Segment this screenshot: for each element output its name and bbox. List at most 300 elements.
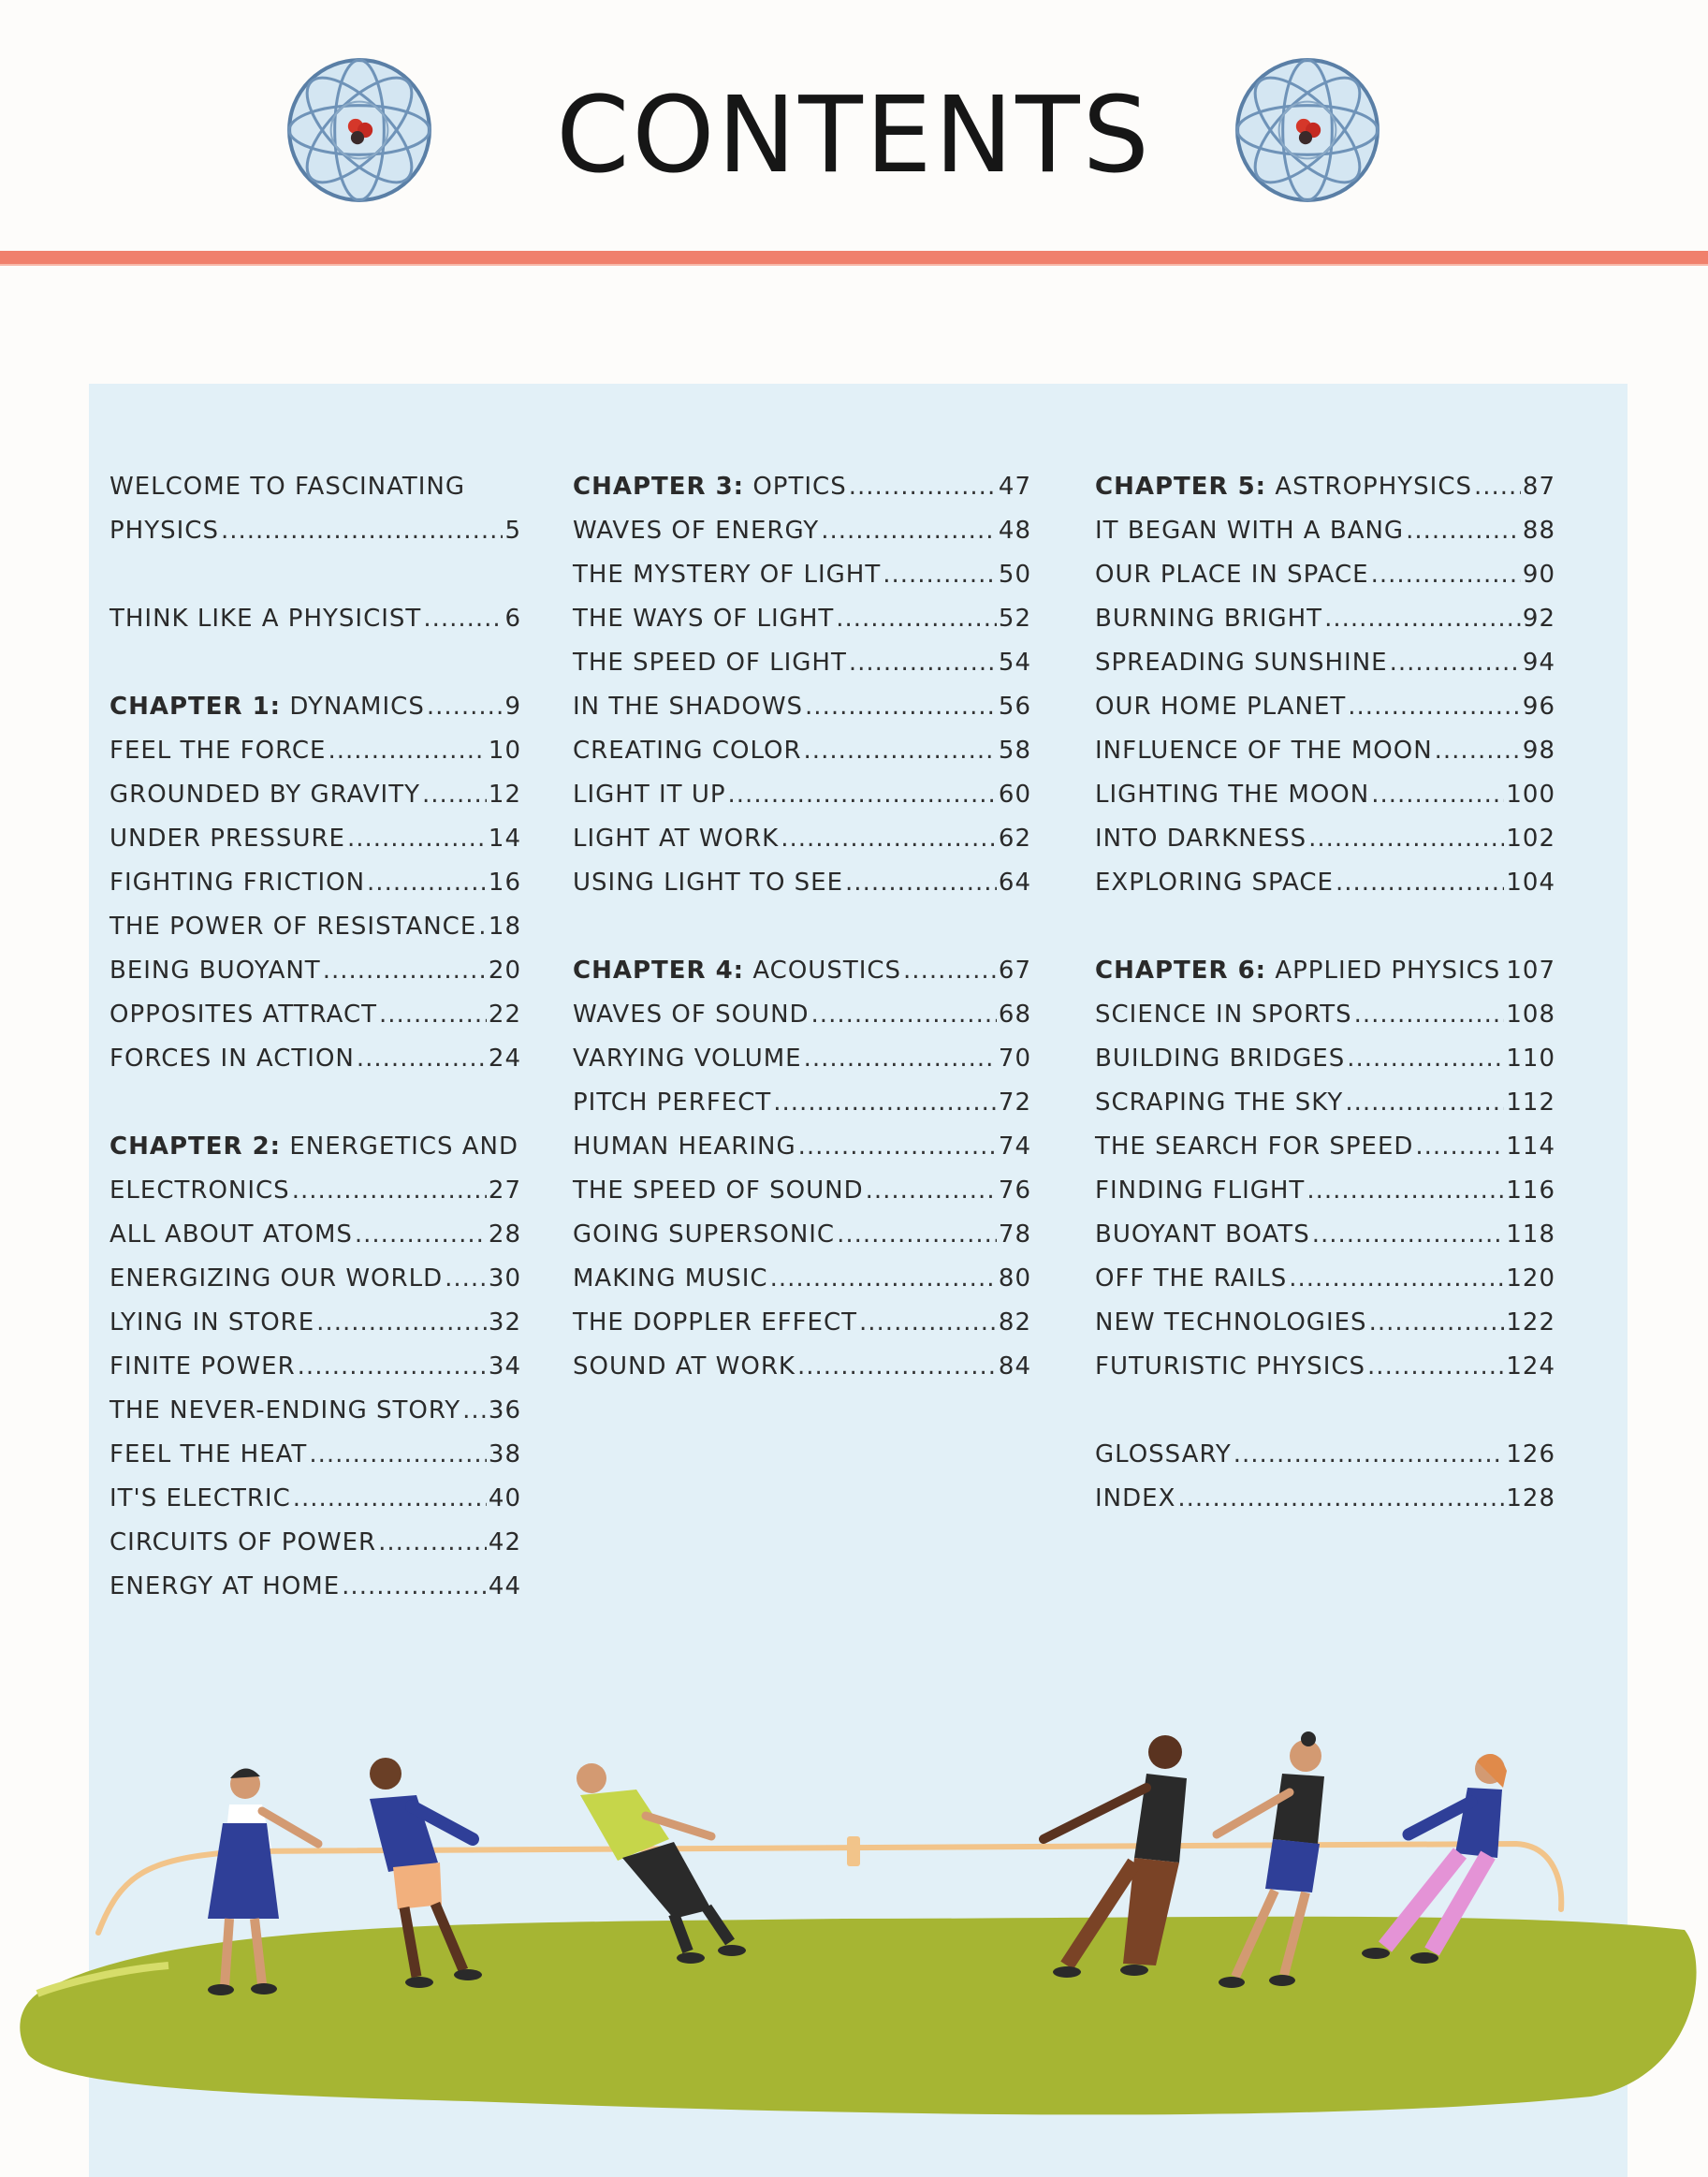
dot-leader [292,1169,487,1213]
entry-title-text: ENERGETICS AND [289,1132,519,1161]
page-number: 38 [488,1440,521,1468]
toc-entry-grounded-by-gravity[interactable] [109,773,521,817]
dot-leader [328,729,486,773]
dot-leader [1234,1433,1505,1477]
dot-leader [1177,1477,1504,1521]
dot-leader [1390,641,1521,685]
dot-leader [773,1081,997,1125]
entry-title-text: ASTROPHYSICS [1275,473,1472,501]
toc-entry-title [1095,509,1404,553]
page-number: 107 [1506,957,1555,985]
entry-title-text: PHYSICS [109,517,219,545]
entry-title-text: BEING BUOYANT [109,957,321,985]
page-number: 102 [1506,825,1555,853]
toc-entry-the-doppler-effect[interactable] [573,1301,1031,1345]
toc-entry-title [573,641,847,685]
toc-entry-title [1095,685,1346,729]
toc-entry-title [1095,817,1307,861]
toc-entry-welcome-to-fascinating[interactable] [109,465,521,509]
toc-entry-finding-flight[interactable] [1095,1169,1555,1213]
entry-title-text: IT'S ELECTRIC [109,1484,291,1512]
dot-leader [367,861,487,905]
dot-leader [323,949,487,993]
toc-entry-title [1095,1081,1343,1125]
dot-leader [347,817,487,861]
entry-title-text: FINITE POWER [109,1352,296,1381]
page-number: 47 [998,473,1031,501]
toc-entry-title [573,1257,768,1301]
toc-spacer [109,1081,521,1125]
chapter-label: CHAPTER 1: [109,693,282,721]
dot-leader [427,685,504,729]
page-number: 12 [488,781,521,809]
page-number: 52 [998,605,1031,633]
entry-title-text: LIGHT AT WORK [573,825,780,853]
toc-entry-varying-volume[interactable] [573,1037,1031,1081]
toc-entry-title [573,1169,864,1213]
toc-entry-title [1095,1257,1287,1301]
entry-title-text: CIRCUITS OF POWER [109,1528,377,1556]
toc-entry-the-speed-of-light[interactable] [573,641,1031,685]
toc-entry-title [1095,553,1369,597]
entry-title-text: PITCH PERFECT [573,1088,772,1117]
page-number: 114 [1506,1132,1555,1161]
dot-leader [355,1213,487,1257]
toc-spacer [1095,905,1555,949]
page-number: 84 [998,1352,1031,1381]
dot-leader [1502,949,1504,993]
dot-leader [293,1477,487,1521]
page-number: 28 [488,1220,521,1249]
page-number: 108 [1506,1001,1555,1029]
dot-leader [1415,1125,1504,1169]
dot-leader [298,1345,487,1389]
toc-entry-going-supersonic[interactable] [573,1213,1031,1257]
toc-entry-the-never-ending-story[interactable] [109,1389,521,1433]
dot-leader [1324,597,1521,641]
toc-entry-title [109,905,476,949]
dot-leader [1371,553,1521,597]
toc-entry-acoustics[interactable] [573,949,1031,993]
dot-leader [357,1037,487,1081]
page-number: 22 [488,1001,521,1029]
page-number: 58 [998,737,1031,765]
page-number: 24 [488,1045,521,1073]
toc-entry-forces-in-action[interactable] [109,1037,521,1081]
page-number: 128 [1506,1484,1555,1512]
entry-title-text: FORCES IN ACTION [109,1045,355,1073]
toc-entry-scraping-the-sky[interactable] [1095,1081,1555,1125]
dot-leader [849,641,997,685]
toc-entry-the-ways-of-light[interactable] [573,597,1031,641]
toc-entry-buoyant-boats[interactable] [1095,1213,1555,1257]
dot-leader [821,509,997,553]
toc-entry-title [1095,1477,1175,1521]
toc-entry-lighting-the-moon[interactable] [1095,773,1555,817]
page-number: 92 [1522,605,1555,633]
toc-entry-light-it-up[interactable] [573,773,1031,817]
entry-title-text: LYING IN STORE [109,1308,315,1337]
dot-leader [845,861,997,905]
toc-entry-index[interactable] [1095,1477,1555,1521]
entry-title-text: BUILDING BRIDGES [1095,1045,1346,1073]
page-number: 82 [998,1308,1031,1337]
entry-title-text: THE NEVER-ENDING STORY [109,1396,461,1425]
page-number: 34 [488,1352,521,1381]
toc-entry-burning-bright[interactable] [1095,597,1555,641]
page-number: 10 [488,737,521,765]
entry-title-text: THE POWER OF RESISTANCE [109,913,477,941]
page-number: 16 [488,869,521,897]
toc-entry-title [1095,1345,1365,1389]
toc-entry-title [573,1081,771,1125]
toc-entry-waves-of-sound[interactable] [573,993,1031,1037]
page-number: 78 [998,1220,1031,1249]
entry-title-text: WELCOME TO FASCINATING [109,473,466,501]
page-number: 87 [1522,473,1555,501]
dot-leader [837,1213,997,1257]
toc-entry-the-mystery-of-light[interactable] [573,553,1031,597]
dot-leader [770,1257,997,1301]
entry-title-text: ENERGIZING OUR WORLD [109,1264,444,1293]
page-number: 32 [488,1308,521,1337]
page-number: 120 [1506,1264,1555,1293]
grass-field [20,1917,1696,2115]
toc-entry-using-light-to-see[interactable] [573,861,1031,905]
entry-title-text: INTO DARKNESS [1095,825,1307,853]
rope-marker [847,1836,860,1866]
entry-title-text: GOING SUPERSONIC [573,1220,836,1249]
entry-title-text: HUMAN HEARING [573,1132,796,1161]
toc-spacer [109,641,521,685]
toc-entry-title [1095,1301,1367,1345]
dot-leader [1369,1301,1505,1345]
dot-leader [462,1389,487,1433]
toc-entry-title [573,1125,796,1169]
toc-entry-title [1095,465,1472,509]
toc-entry-our-place-in-space[interactable] [1095,553,1555,597]
dot-leader [1354,993,1505,1037]
toc-entry-title [109,1345,296,1389]
toc-entry-title [573,509,819,553]
page-number: 18 [488,913,521,941]
toc-entry-title [1095,1213,1310,1257]
toc-entry-title [573,1345,796,1389]
toc-entry-influence-of-the-moon[interactable] [1095,729,1555,773]
dot-leader [797,1345,997,1389]
toc-entry-being-buoyant[interactable] [109,949,521,993]
toc-entry-title [109,1389,460,1433]
entry-title-text: OUR HOME PLANET [1095,693,1347,721]
entry-title-text: LIGHTING THE MOON [1095,781,1370,809]
dot-leader [1435,729,1521,773]
page-number: 54 [998,649,1031,677]
toc-entry-making-music[interactable] [573,1257,1031,1301]
dot-leader [849,465,997,509]
toc-entry-light-at-work[interactable] [573,817,1031,861]
dot-leader [804,1037,997,1081]
page-number: 76 [998,1176,1031,1205]
toc-entry-title [109,1257,443,1301]
page-number: 112 [1506,1088,1555,1117]
dot-leader [422,773,487,817]
toc-entry-dynamics[interactable] [109,685,521,729]
toc-entry-applied-physics[interactable] [1095,949,1555,993]
toc-entry-title [109,861,365,905]
toc-entry-title [109,949,321,993]
toc-entry-feel-the-heat[interactable] [109,1433,521,1477]
page-number: 90 [1522,561,1555,589]
page-number: 30 [488,1264,521,1293]
dot-leader [1336,861,1504,905]
entry-title-text: IN THE SHADOWS [573,693,804,721]
atom-globe-icon [1232,54,1383,206]
toc-entry-spreading-sunshine[interactable] [1095,641,1555,685]
toc-entry-title [109,1565,340,1609]
toc-entry-title [1095,641,1388,685]
page-number: 88 [1522,517,1555,545]
dot-leader [1474,465,1521,509]
page-number: 74 [998,1132,1031,1161]
page-number: 64 [998,869,1031,897]
entry-title-text: OFF THE RAILS [1095,1264,1288,1293]
dot-leader [1308,817,1504,861]
toc-entry-creating-color[interactable] [573,729,1031,773]
toc-entry-feel-the-force[interactable] [109,729,521,773]
toc-entry-physics[interactable] [109,509,521,553]
toc-column-1 [109,465,521,1609]
entry-title-text: IT BEGAN WITH A BANG [1095,517,1405,545]
toc-entry-all-about-atoms[interactable] [109,1213,521,1257]
page-number: 122 [1506,1308,1555,1337]
entry-title-text: FINDING FLIGHT [1095,1176,1306,1205]
toc-entry-title [109,1477,291,1521]
toc-entry-title [1095,1125,1413,1169]
toc-entry-our-home-planet[interactable] [1095,685,1555,729]
dot-leader [221,509,504,553]
entry-title-text: THE SPEED OF LIGHT [573,649,847,677]
chapter-label: CHAPTER 5: [1095,473,1267,501]
toc-entry-title [109,509,219,553]
toc-entry-title [573,729,802,773]
page-number: 68 [998,1001,1031,1029]
dot-leader [804,729,997,773]
entry-title-text: GLOSSARY [1095,1440,1232,1468]
toc-entry-title [109,1169,290,1213]
dot-leader [903,949,997,993]
entry-title-text: UNDER PRESSURE [109,825,345,853]
toc-entry-title [109,685,425,729]
toc-entry-title [1095,597,1322,641]
page-number: 70 [998,1045,1031,1073]
dot-leader [1312,1213,1505,1257]
page-number: 42 [488,1528,521,1556]
dot-leader [1289,1257,1504,1301]
toc-entry-human-hearing[interactable] [573,1125,1031,1169]
toc-entry-under-pressure[interactable] [109,817,521,861]
toc-entry-title [109,1433,307,1477]
page-number: 56 [998,693,1031,721]
page-number: 100 [1506,781,1555,809]
entry-title-text: BUOYANT BOATS [1095,1220,1310,1249]
toc-entry-optics[interactable] [573,465,1031,509]
page-number: 110 [1506,1045,1555,1073]
page-number: 60 [998,781,1031,809]
toc-entry-title [1095,773,1369,817]
toc-entry-title [109,729,326,773]
toc-spacer [573,905,1031,949]
entry-title-text: FUTURISTIC PHYSICS [1095,1352,1366,1381]
toc-entry-pitch-perfect[interactable] [573,1081,1031,1125]
entry-title-text: FEEL THE FORCE [109,737,327,765]
toc-column-3 [1095,465,1555,1521]
dot-leader [728,773,997,817]
dot-leader [836,597,997,641]
dot-leader [379,993,487,1037]
entry-title-text: CREATING COLOR [573,737,802,765]
toc-entry-new-technologies[interactable] [1095,1301,1555,1345]
toc-entry-into-darkness[interactable] [1095,817,1555,861]
toc-entry-think-like-a-physicist[interactable] [109,597,521,641]
toc-entry-in-the-shadows[interactable] [573,685,1031,729]
toc-entry-the-speed-of-sound[interactable] [573,1169,1031,1213]
dot-leader [316,1301,487,1345]
page-number: 126 [1506,1440,1555,1468]
dot-leader [1406,509,1521,553]
page-title: CONTENTS [556,75,1152,197]
toc-entry-it-began-with-a-bang[interactable] [1095,509,1555,553]
toc-entry-building-bridges[interactable] [1095,1037,1555,1081]
entry-title-text: EXPLORING SPACE [1095,869,1334,897]
toc-entry-sound-at-work[interactable] [573,1345,1031,1389]
toc-entry-astrophysics[interactable] [1095,465,1555,509]
toc-entry-the-search-for-speed[interactable] [1095,1125,1555,1169]
entry-title-text: OPPOSITES ATTRACT [109,1001,377,1029]
entry-title-text: OPTICS [752,473,847,501]
page-number: 40 [488,1484,521,1512]
toc-entry-title [573,949,901,993]
toc-entry-electronics[interactable] [109,1169,521,1213]
toc-entry-title [573,1213,835,1257]
toc-entry-it-s-electric[interactable] [109,1477,521,1521]
toc-entry-title [573,773,726,817]
toc-entry-title [573,465,847,509]
toc-entry-title [1095,1037,1345,1081]
page-number: 44 [488,1572,521,1600]
toc-entry-science-in-sports[interactable] [1095,993,1555,1037]
chapter-label: CHAPTER 6: [1095,957,1267,985]
entry-title-text: THE SPEED OF SOUND [573,1176,864,1205]
toc-entry-title [573,817,779,861]
entry-title-text: FIGHTING FRICTION [109,869,366,897]
dot-leader [811,993,997,1037]
entry-title-text: GROUNDED BY GRAVITY [109,781,420,809]
toc-entry-energizing-our-world[interactable] [109,1257,521,1301]
toc-entry-futuristic-physics[interactable] [1095,1345,1555,1389]
entry-title-text: WAVES OF SOUND [573,1001,810,1029]
entry-title-text: ENERGY AT HOME [109,1572,341,1600]
toc-entry-title [109,1037,355,1081]
toc-entry-title [109,1213,353,1257]
dot-leader [866,1169,997,1213]
toc-entry-title [1095,729,1433,773]
chapter-label: CHAPTER 2: [109,1132,282,1161]
toc-entry-title [573,1301,857,1345]
dot-leader [445,1257,487,1301]
toc-entry-title [1095,861,1334,905]
page-number: 20 [488,957,521,985]
page-number: 72 [998,1088,1031,1117]
page-number: 9 [504,693,521,721]
entry-title-text: DYNAMICS [289,693,425,721]
entry-title-text: THE WAYS OF LIGHT [573,605,835,633]
dot-leader [1345,1081,1504,1125]
dot-leader [859,1301,997,1345]
chapter-label: CHAPTER 3: [573,473,745,501]
toc-entry-finite-power[interactable] [109,1345,521,1389]
toc-entry-title [109,597,421,641]
toc-entry-energetics-and[interactable] [109,1125,521,1169]
toc-entry-title [109,1301,314,1345]
page-header [0,0,1708,253]
dot-leader [378,1521,487,1565]
entry-title-text: APPLIED PHYSICS [1275,957,1501,985]
toc-entry-title [573,861,843,905]
toc-entry-lying-in-store[interactable] [109,1301,521,1345]
toc-entry-title [109,773,420,817]
toc-spacer [109,553,521,597]
page-number: 98 [1522,737,1555,765]
page-number: 116 [1506,1176,1555,1205]
toc-entry-title [1095,993,1352,1037]
toc-entry-the-power-of-resistance[interactable] [109,905,521,949]
header-divider [0,251,1708,264]
entry-title-text: SCRAPING THE SKY [1095,1088,1344,1117]
entry-title-text: MAKING MUSIC [573,1264,768,1293]
entry-title-text: WAVES OF ENERGY [573,517,820,545]
entry-title-text: SOUND AT WORK [573,1352,796,1381]
toc-entry-title [573,597,834,641]
toc-entry-waves-of-energy[interactable] [573,509,1031,553]
dot-leader [1347,1037,1504,1081]
dot-leader [1307,1169,1504,1213]
page-number: 104 [1506,869,1555,897]
toc-entry-exploring-space[interactable] [1095,861,1555,905]
toc-entry-title [573,1037,802,1081]
entry-title-text: THINK LIKE A PHYSICIST [109,605,422,633]
toc-entry-title [1095,1433,1232,1477]
entry-title-text: SCIENCE IN SPORTS [1095,1001,1352,1029]
dot-leader [883,553,997,597]
toc-entry-opposites-attract[interactable] [109,993,521,1037]
entry-title-text: THE DOPPLER EFFECT [573,1308,858,1337]
toc-entry-title [109,993,377,1037]
toc-entry-fighting-friction[interactable] [109,861,521,905]
toc-entry-glossary[interactable] [1095,1433,1555,1477]
page-number: 96 [1522,693,1555,721]
toc-entry-energy-at-home[interactable] [109,1565,521,1609]
entry-title-text: THE MYSTERY OF LIGHT [573,561,882,589]
toc-entry-off-the-rails[interactable] [1095,1257,1555,1301]
page-number: 6 [504,605,521,633]
toc-entry-title [573,553,881,597]
dot-leader [1348,685,1521,729]
page-number: 124 [1506,1352,1555,1381]
page-number: 50 [998,561,1031,589]
toc-entry-circuits-of-power[interactable] [109,1521,521,1565]
entry-title-text: OUR PLACE IN SPACE [1095,561,1369,589]
page-number: 67 [998,957,1031,985]
